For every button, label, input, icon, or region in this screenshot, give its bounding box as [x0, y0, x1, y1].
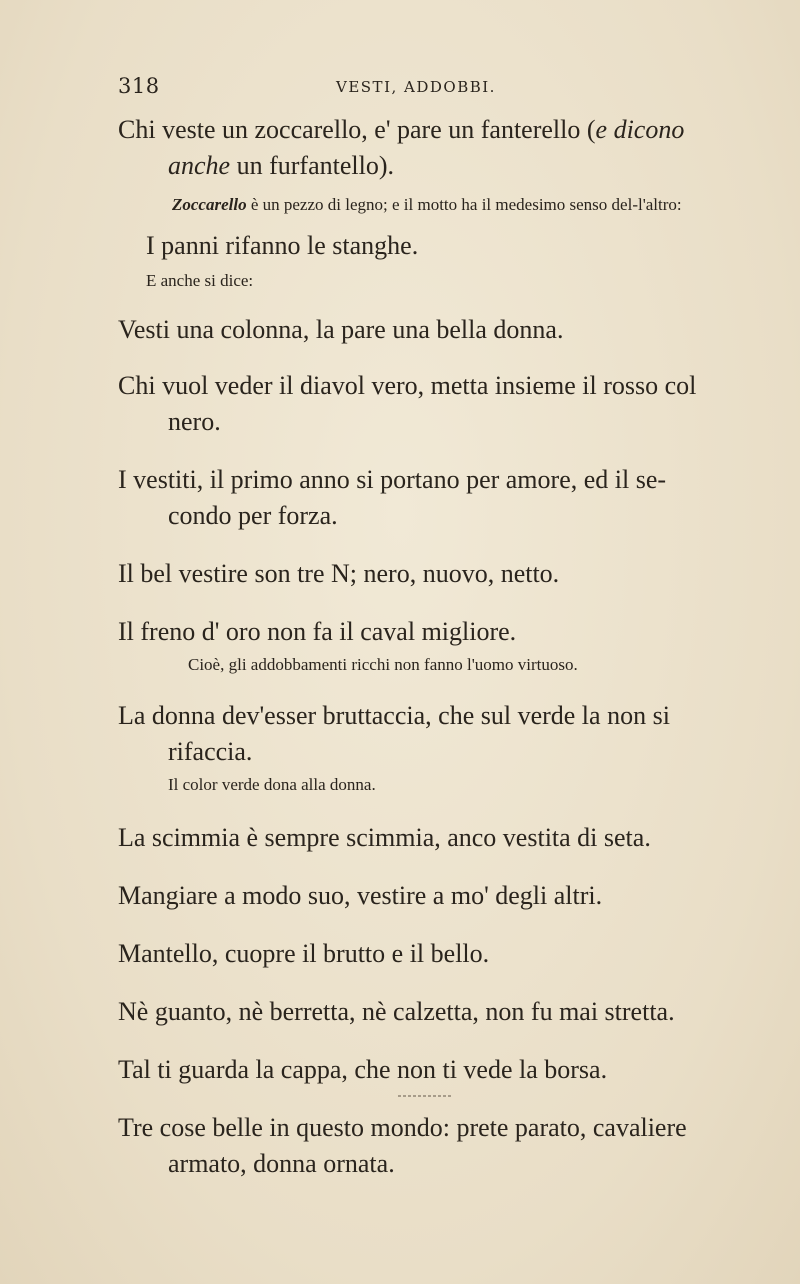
proverb-text: Chi veste un zoccarello, e' pare un fanterello (	[118, 115, 596, 144]
note: Il color verde dona alla donna.	[168, 775, 376, 794]
note-italic: Zoccarello	[172, 195, 247, 214]
proverb: La donna dev'esser bruttaccia, che sul verde la non si rifaccia.	[118, 701, 670, 766]
proverb: I panni rifanno le stanghe.	[146, 231, 419, 260]
proverb: Il bel vestire son tre N; nero, nuovo, netto.	[118, 559, 560, 588]
proverb	[118, 112, 718, 184]
proverb: La scimmia è sempre scimmia, anco vestita di seta.	[118, 823, 651, 852]
proverb-text: un furfantello).	[230, 151, 394, 180]
running-head: VESTI, ADDOBBI.	[336, 78, 496, 96]
end-ornament	[398, 1095, 452, 1097]
proverb-italic: e dicono anche	[168, 115, 685, 180]
note	[118, 192, 718, 218]
proverb: Tal ti guarda la cappa, che non ti vede la borsa.	[118, 1055, 608, 1084]
note: Cioè, gli addobbamenti ricchi non fanno l'uomo virtuoso.	[188, 655, 578, 674]
note: E anche si dice:	[146, 271, 254, 290]
proverb: Chi vuol veder il diavol vero, metta insieme il rosso col nero.	[118, 371, 697, 436]
page-header	[118, 74, 718, 104]
proverb: Mantello, cuopre il brutto e il bello.	[118, 939, 490, 968]
note-text: è un pezzo di legno; e il motto ha il medesimo senso del-l'altro:	[246, 195, 682, 214]
proverb: Vesti una colonna, la pare una bella donna.	[118, 315, 564, 344]
proverb: Il freno d' oro non fa il caval migliore.	[118, 617, 517, 646]
page-number: 318	[118, 74, 160, 98]
page-body	[118, 112, 718, 1182]
proverb: Tre cose belle in questo mondo: prete parato, cavaliere armato, donna ornata.	[118, 1113, 687, 1178]
proverb: I vestiti, il primo anno si portano per amore, ed il se-condo per forza.	[118, 465, 667, 530]
proverb: Nè guanto, nè berretta, nè calzetta, non fu mai stretta.	[118, 997, 675, 1026]
proverb: Mangiare a modo suo, vestire a mo' degli altri.	[118, 881, 603, 910]
